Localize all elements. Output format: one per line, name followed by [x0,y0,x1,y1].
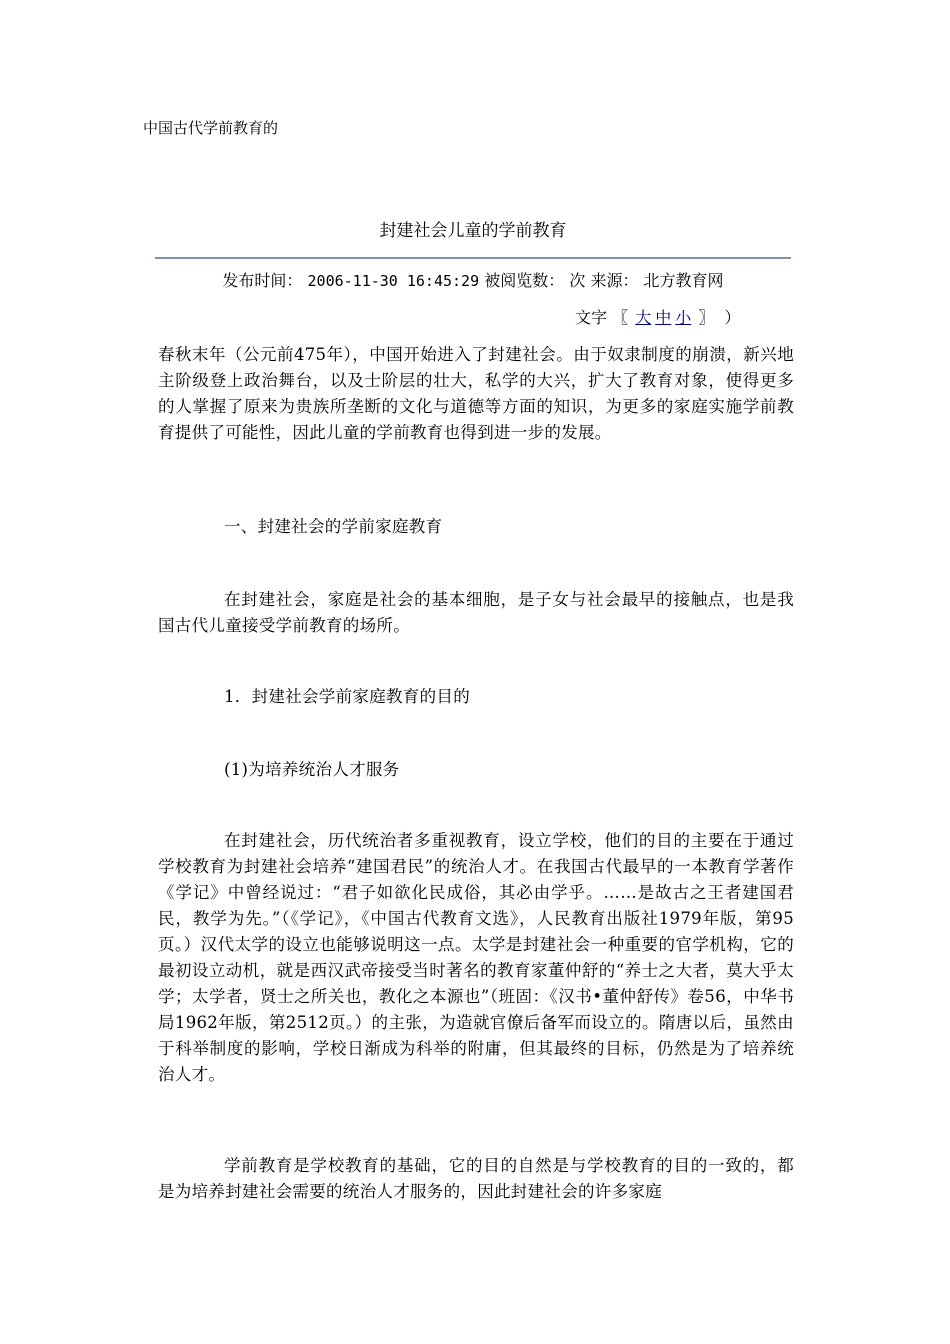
bracket-open: 〖 [612,308,629,327]
section-heading-1: 一、封建社会的学前家庭教育 [224,517,443,536]
paragraph-purpose: 在封建社会，历代统治者多重视教育，设立学校，他们的目的主要在于通过学校教育为封建社会培养“建国君民”的统治人才。在我国古代最早的一本教育学著作《学记》中曾经说过：“君子如欲化民成俗，其必由学乎。……是故古之王者建国君民，教学为先。”（《学记》，《中国古代教育文选》，人民教育出版社1979年版，第95页。）汉代太学的设立也能够说明这一点。太学是封建社会一种重要的官学机构，它的最初设立动机，就是西汉武帝接受当时著名的教育家董仲舒的“养士之大者，莫大乎太学；太学者，贤士之所关也，教化之本源也”（班固：《汉书•董仲舒传》卷56，中华书局1962年版，第2512页。）的主张，为造就官僚后备军而设立的。隋唐以后，虽然由于科举制度的影响，学校日渐成为科举的附庸，但其最终的目标，仍然是为了培养统治人才。 [158,831,794,1084]
paragraph-intro: 春秋末年（公元前475年），中国开始进入了封建社会。由于奴隶制度的崩溃，新兴地主阶级登上政治舞台，以及士阶层的壮大，私学的大兴，扩大了教育对象，使得更多的人掌握了原来为贵族所垄断的文化与道德等方面的知识，为更多的家庭实施学前教育提供了可能性，因此儿童的学前教育也得到进一步的发展。 [158,345,794,442]
subsection-heading-1-1: (1)为培养统治人才服务 [224,760,400,779]
source-label: 来源： [590,271,639,290]
publish-time-label: 发布时间： [222,271,303,290]
paren-close: ） [724,308,741,327]
font-small-link[interactable]: 小 [675,308,692,327]
font-medium-link[interactable]: 中 [655,308,672,327]
article-title: 封建社会儿童的学前教育 [379,221,567,241]
article-meta [155,270,791,292]
source-value: 北方教育网 [643,271,724,290]
publish-time: 2006-11-30 16:45:29 [307,272,480,290]
views-unit: 次 [569,271,586,290]
title-divider [155,257,791,259]
paragraph-family: 在封建社会，家庭是社会的基本细胞，是子女与社会最早的接触点，也是我国古代儿童接受学前教育的场所。 [158,590,794,635]
subsection-heading-1: 1．封建社会学前家庭教育的目的 [224,687,470,706]
paragraph-preschool: 学前教育是学校教育的基础，它的目的自然是与学校教育的目的一致的，都是为培养封建社会需要的统治人才服务的，因此封建社会的许多家庭 [158,1156,794,1201]
font-large-link[interactable]: 大 [635,308,652,327]
document-header: 中国古代学前教育的 [143,119,279,137]
font-size-label: 文字 [575,308,608,327]
views-label: 被阅览数： [484,271,565,290]
font-size-selector [575,306,741,330]
bracket-close: 〗 [698,308,715,327]
